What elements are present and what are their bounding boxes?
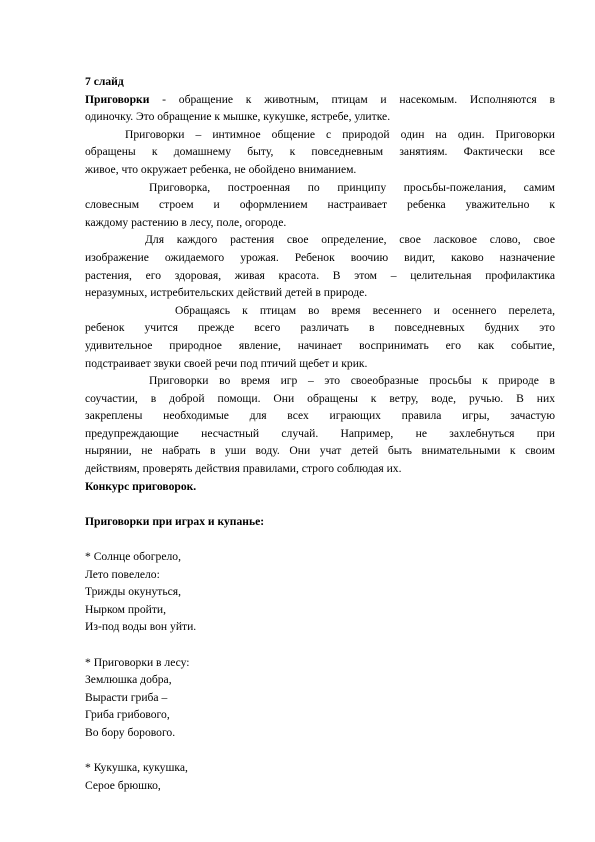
paragraph-line: неразумных, истребительских действий детей в природе. [85,286,368,300]
poem-line: Нырком пройти, [85,602,166,616]
paragraph-line: предупреждающие несчастный случай. Например, не захлебнуться при [85,426,555,440]
paragraph-line: живое, что окружает ребенка, не обойдено вниманием. [85,162,357,176]
paragraph-line: растения, его здоровая, живая красота. В этом – целительная профилактика [85,268,555,282]
paragraph-line: удивительное природное явление, начинает воспринимать его как событие, [85,338,555,352]
paragraph-line: каждому растению в лесу, поле, огороде. [85,215,287,229]
paragraph-line: закреплены необходимые для всех играющих правила игры, зачастую [85,409,555,423]
blank-line [85,495,555,513]
poem-line: Землюшка добра, [85,673,172,687]
paragraph-request [85,179,555,232]
paragraph-line: Приговорка, построенная по принципу просьбы-пожелания, самим [149,180,555,194]
paragraph-line: соучастии, в доброй помощи. Они обращены к ветру, воде, ручью. В них [85,391,555,405]
poem-cuckoo [85,759,555,794]
poem-forest [85,654,555,742]
paragraph-games [85,372,555,478]
paragraph-plants [85,231,555,301]
paragraph-line: действиям, проверять действия правилами, строго соблюдая их. [85,462,402,476]
poem-line: Трижды окунуться, [85,585,182,599]
poem-line: * Приговорки в лесу: [85,655,190,669]
paragraph-line: Для каждого растения свое определение, свое ласковое слово, свое [145,233,555,247]
paragraph-birds [85,302,555,372]
paragraph-line: словесным строем и оформлением настраивает ребенка уважительно к [85,198,555,212]
paragraph-line: обращены к домашнему быту, к повседневным занятиям. Фактически все [85,145,555,159]
poem-sun [85,548,555,636]
blank-line [85,742,555,760]
poem-line: * Солнце обогрело, [85,550,181,564]
paragraph-line: Приговорки – интимное общение с природой один на один. Приговорки [125,127,555,141]
poem-line: Из-под воды вон уйти. [85,620,197,634]
blank-line [85,636,555,654]
paragraph-line: ребенок учится прежде всего различать в повседневных будних это [85,321,555,335]
games-heading: Приговорки при играх и купанье: [85,514,265,528]
poem-line: Вырасти гриба – [85,690,168,704]
poem-line: Во бору борового. [85,725,176,739]
contest-heading: Конкурс приговорок. [85,479,197,493]
paragraph-line: Приговорки - обращение к животным, птицам и насекомым. Исполняются в [85,92,555,106]
poem-line: Лето повелело: [85,567,160,581]
paragraph-line: изображение ожидаемого урожая. Ребенок воочию видит, каково назначение [85,250,555,264]
paragraph-line: нырянии, не набрать в уши воду. Они учат детей быть внимательными к своим [85,444,555,458]
paragraph-line: одиночку. Это обращение к мышке, кукушке, ястребе, улитке. [85,110,391,124]
slide-label: 7 слайд [85,75,124,88]
document-body [85,73,555,794]
paragraph-line: Приговорки во время игр – это своеобразные просьбы к природе в [149,374,555,388]
blank-line [85,530,555,548]
term-bold: Приговорки [85,92,150,106]
paragraph-intro [85,91,555,126]
poem-line: Серое брюшко, [85,778,161,792]
paragraph-intimate [85,126,555,179]
paragraph-line: подстраивает звуки своей речи под птичий щебет и крик. [85,356,368,370]
poem-line: * Кукушка, кукушка, [85,761,188,775]
poem-line: Гриба грибового, [85,708,170,722]
paragraph-line: Обращаясь к птицам во время весеннего и осеннего перелета, [175,303,555,317]
